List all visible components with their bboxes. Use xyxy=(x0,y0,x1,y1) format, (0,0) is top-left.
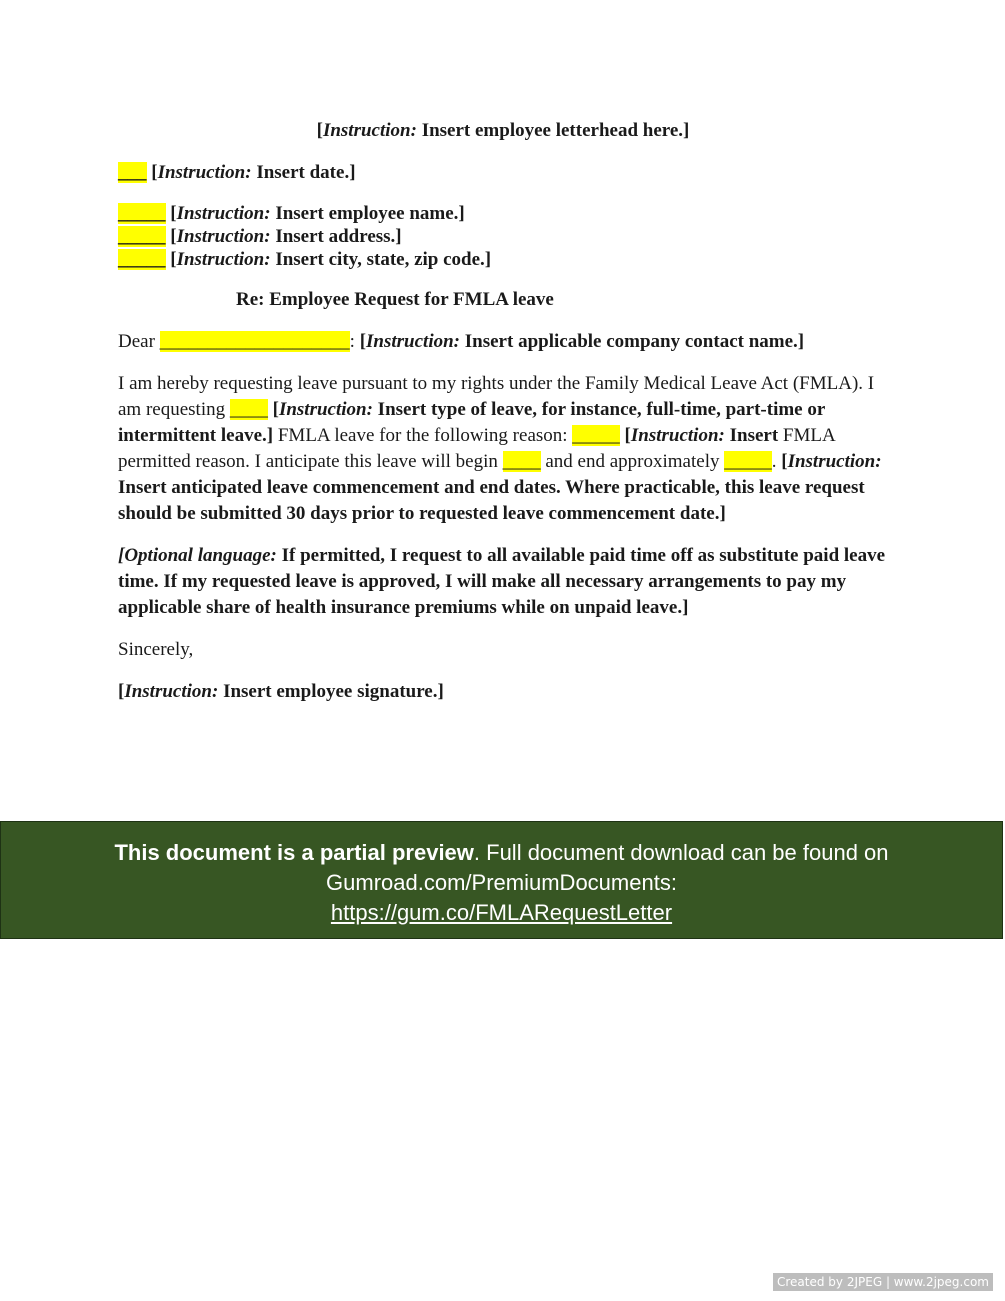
salutation: Dear ____________________: [Instruction: Insert applicable company contact name.] xyxy=(118,331,805,352)
optional-language-paragraph: [Optional language: If permitted, I request to all available paid time off as substitute paid leave time. If my requested leave is approved, I will make all necessary arrangements to pay my applicable share of health insurance premiums while on unpaid leave.] xyxy=(118,545,886,618)
banner-line-1: This document is a partial preview. Full document download can be found on xyxy=(114,840,889,865)
employee-address-block xyxy=(118,202,888,271)
closing: Sincerely, xyxy=(118,639,194,660)
date-blank[interactable]: ___ xyxy=(118,162,147,183)
employee-address-line: _____ [Instruction: Insert address.] xyxy=(118,226,402,247)
letter-body xyxy=(118,118,888,705)
preview-banner xyxy=(0,821,1003,939)
date-line: ___ [Instruction: Insert date.] xyxy=(118,162,356,183)
employee-name-line: _____ [Instruction: Insert employee name.] xyxy=(118,203,465,224)
employee-city-line: _____ [Instruction: Insert city, state, zip code.] xyxy=(118,249,492,270)
start-date-blank[interactable]: ____ xyxy=(502,451,541,472)
leave-type-blank[interactable]: ____ xyxy=(229,399,268,420)
request-paragraph: I am hereby requesting leave pursuant to my rights under the Family Medical Leave Act (FMLA). I am requesting ____ [Instruction: Insert type of leave, for instance, full-time, part-time or intermittent leave.] FMLA leave for the following reason: _____ [Instruction: Insert FMLA permitted reason. I anticipate this leave will begin ____ and end approximately _____. [Instruction: Insert anticipated leave commencement and end dates. Where practicable, this leave request should be submitted 30 days prior to requested leave commencement date.] xyxy=(118,373,882,524)
employee-name-blank[interactable]: _____ xyxy=(118,203,166,224)
watermark: Created by 2JPEG | www.2jpeg.com xyxy=(773,1273,993,1291)
subject-line: Re: Employee Request for FMLA leave xyxy=(236,289,554,310)
letterhead-instruction: [Instruction: Insert employee letterhead here.] xyxy=(316,120,690,141)
reason-blank[interactable]: _____ xyxy=(572,425,620,446)
banner-line-2: Gumroad.com/PremiumDocuments: xyxy=(326,870,677,895)
contact-name-blank[interactable]: ____________________ xyxy=(159,331,350,352)
employee-city-blank[interactable]: _____ xyxy=(118,249,166,270)
signature-instruction: [Instruction: Insert employee signature.] xyxy=(118,681,444,702)
download-link[interactable]: https://gum.co/FMLARequestLetter xyxy=(330,900,673,925)
end-date-blank[interactable]: _____ xyxy=(724,451,772,472)
employee-address-blank[interactable]: _____ xyxy=(118,226,166,247)
